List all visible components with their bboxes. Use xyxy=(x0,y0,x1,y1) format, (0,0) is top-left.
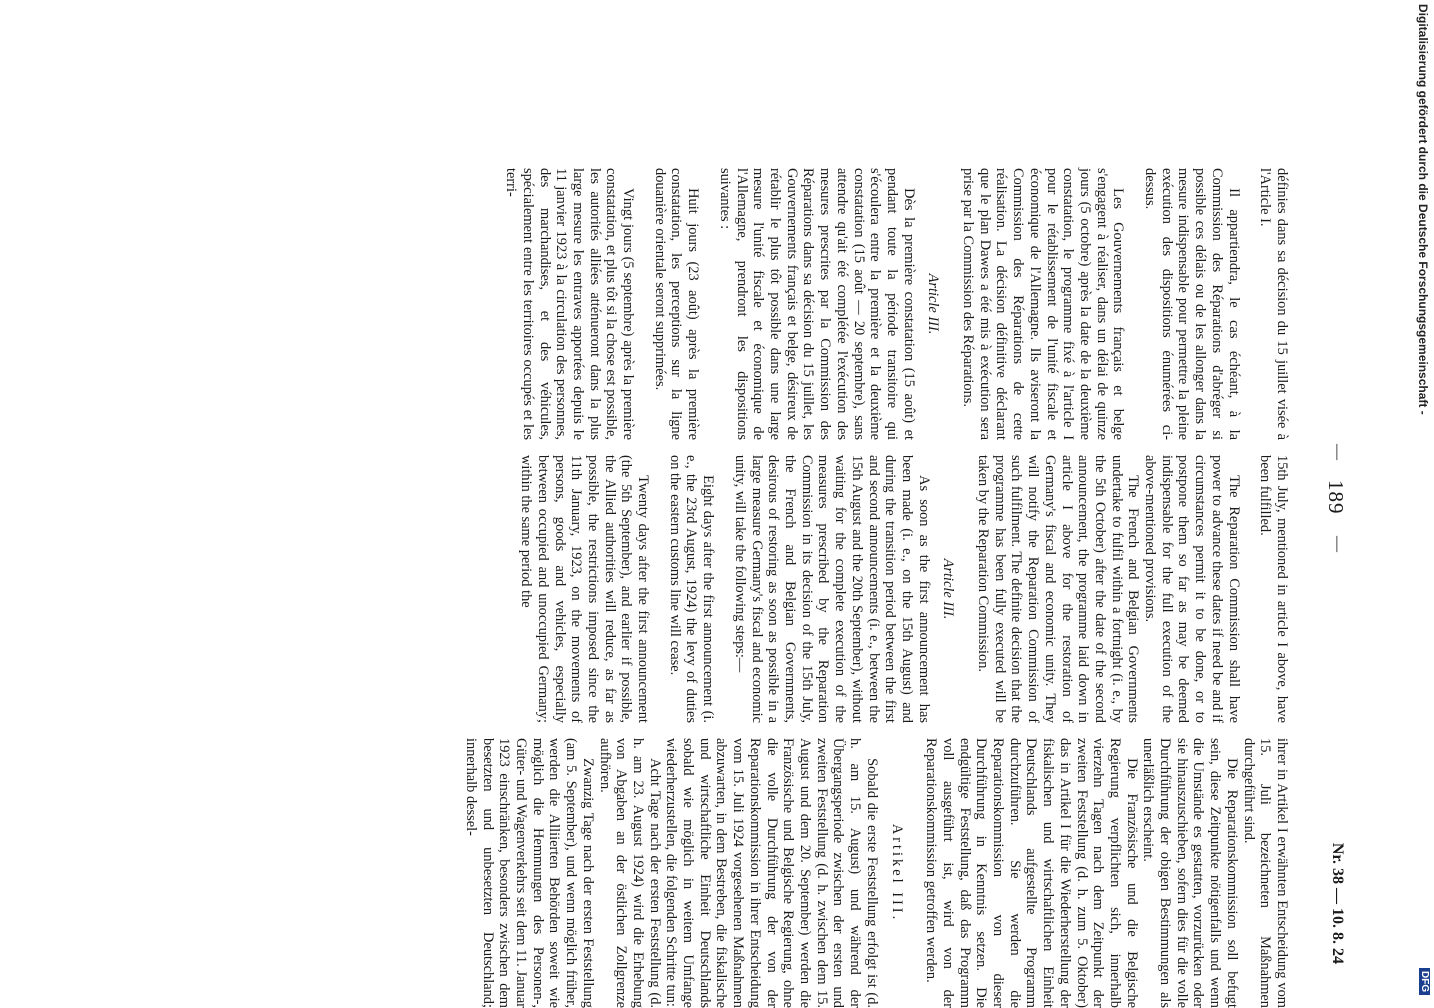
credit-text: Digitalisierung gefördert durch die Deutsche Forschungsgemeinschaft - xyxy=(1416,4,1430,415)
english-article-heading: Article III. xyxy=(940,558,957,620)
french-paragraph: Dès la première constatation (15 août) et pendant toute la période transitoire qui s'écoulera entre la première et la deuxième constatation (15 août — 20 septembre), sans attendre qu'ait été complétée l'exécution des mesures prescrites par la Commission des Réparations dans sa décision du 15 juillet, les Gouvernements français et belge, désireux de rétablir le plus tôt possible dans une large mesure l'unité fiscale et économique de l'Allemagne, prendront les dispositions suivantes : xyxy=(716,168,917,440)
digitization-credit xyxy=(1412,0,1430,1000)
english-paragraph: 15th July, mentioned in article I above, have been fulfilled. xyxy=(1257,455,1290,723)
french-paragraph: Vingt jours (5 septembre) après la première constatation, et plus tôt si la chose est possible, les autorités alliées atténueront dans la plus large mesure les entraves apportées depuis le 11 janvier 1923 à la circulation des personnes, des marchandises, et des véhicules, spécialement entre les territoires occupés et les terri- xyxy=(503,168,637,440)
french-article-heading: Article III. xyxy=(925,273,942,335)
english-column xyxy=(517,455,1290,723)
german-paragraph: Die Französische und die Belgische Regierung verpflichten sich, innerhalb vierzehn Tagen nach dem Zeitpunkt der zweiten Feststellung (d. h. zum 5. Oktober) das in Artikel I für die Wiederherstellung der fiskalischen und wirtschaftlichen Einheit Deutschlands aufgestellte Programm durchzuführen. Sie werden die Reparationskommission von dieser Durchführung in Kenntnis setzen. Die endgültige Feststellung, daß das Programm voll ausgeführt ist, wird von der Reparationskommission getroffen werden. xyxy=(923,738,1140,1008)
german-paragraph: ihrer in Artikel I erwähnten Entscheidung vom 15. Juli bezeichneten Maßnahmen durchgeführt sind. xyxy=(1240,738,1290,1008)
english-paragraph: Twenty days after the first announcement (the 5th September), and earlier if possible, the Allied authorities will reduce, as far as possible, the restrictions imposed since the 11th January, 1923, on the movements of persons, goods and vehicles, especially between occupied and unoccupied Germany; within the same period the xyxy=(518,455,652,723)
english-paragraph: As soon as the first announcement has been made (i. e., on the 15th August) and during the transition period between the first and second announcements (i. e., between the 15th August and the 20th September), without waiting for the complete execution of the measures prescribed by the Reparation Commission in its decision of the 15th July, the French and Belgian Governments, desirous of restoring as soon as possible in a large measure Germany's fiscal and economic unity, will take the following steps:— xyxy=(731,455,932,723)
issue-number: Nr. 38 — 10. 8. 24 xyxy=(1329,842,1346,964)
header-dash-left: — xyxy=(1329,444,1346,460)
french-paragraph: Huit jours (23 août) après la première constatation, les perceptions sur la ligne douanière orientale seront supprimées. xyxy=(651,168,702,440)
german-column xyxy=(462,738,1290,1008)
dfg-logo-icon: DFG xyxy=(1419,968,1430,995)
english-paragraph: The Reparation Commission shall have power to advance these dates if need be and if circumstances permit it to be done, or to postpone them so far as may be deemed indispensable for the full execution of the above-mentioned provisions. xyxy=(1142,455,1242,723)
english-paragraph: The French and Belgian Governments undertake to fulfil within a fortnight (i. e., by the 5th October) after the date of the second announcement, the programme laid down in article I above for the restoration of Germany's fiscal and economic unity. They will notify the Reparation Commission of such fulfilment. The definite decision that the programme has been fully executed will be taken by the Reparation Commission. xyxy=(975,455,1142,723)
german-paragraph: Zwanzig Tage nach der ersten Feststellung (am 5. September), und wenn möglich früher, werden die Alliierten Behörden soweit wie möglich die Hemmungen des Personen-, Güter- und Wagenverkehrs seit dem 11. Januar 1923 einschränken, besonders zwischen dem besetzten und unbesetzten Deutschland; innerhalb dessel- xyxy=(462,738,596,1008)
german-paragraph: Sobald die erste Feststellung erfolgt ist (d. h. am 15. August) und während der Übergangsperiode zwischen der ersten und zweiten Feststellung (d. h. zwischen dem 15. August und dem 20. September) werden die Französische und Belgische Regierung, ohne die volle Durchführung der von der Reparationskommission in ihrer Entscheidung vom 15. Juli 1924 vorgesehenen Maßnahmen abzuwarten, in dem Bestreben, die fiskalische und wirtschaftliche Einheit Deutschlands sobald wie möglich in weitem Umfange wiederherzustellen, die folgenden Schritte tun: xyxy=(663,738,880,1008)
french-paragraph: Les Gouvernements français et belge s'engagent à réaliser, dans un délai de quinze jours (5 octobre) après la date de la deuxième constatation, le programme fixé à l'article I pour le rétablissement de l'unité fiscale et économique de l'Allemagne. Ils aviseront la Commission des Réparations de cette réalisation. La décision définitive déclarant que le plan Dawes a été mis à exécution sera prise par la Commission des Réparations. xyxy=(960,168,1127,440)
page-header xyxy=(1318,0,1348,1000)
french-column xyxy=(502,168,1290,440)
german-paragraph: Die Reparationskommission soll befugt sein, diese Zeitpunkte nötigenfalls und wenn die Umstände es gestatten, vorzurücken oder sie hinauszuschieben, sofern dies für die volle Durchführung der obigen Bestimmungen als unerläßlich erscheint. xyxy=(1140,738,1240,1008)
french-paragraph: Il appartiendra, le cas échéant, à la Commission des Réparations d'abréger si possible ces délais ou de les allonger dans la mesure indispensable pour permettre la pleine exécution des dispositions énumérées ci-dessus. xyxy=(1142,168,1242,440)
french-paragraph: définies dans sa décision du 15 juillet visée à l'Article I. xyxy=(1257,168,1290,440)
page-number: 189 xyxy=(1324,480,1348,515)
german-paragraph: Acht Tage nach der ersten Feststellung (d. h. am 23. August 1924) wird die Erhebung von Abgaben an der östlichen Zollgrenze aufhören. xyxy=(596,738,663,1008)
header-dash-right: — xyxy=(1329,536,1346,552)
german-article-heading: Artikel III. xyxy=(888,823,905,923)
english-paragraph: Eight days after the first announcement (i. e., the 23rd August, 1924) the levy of duties on the eastern customs line will cease. xyxy=(666,455,717,723)
